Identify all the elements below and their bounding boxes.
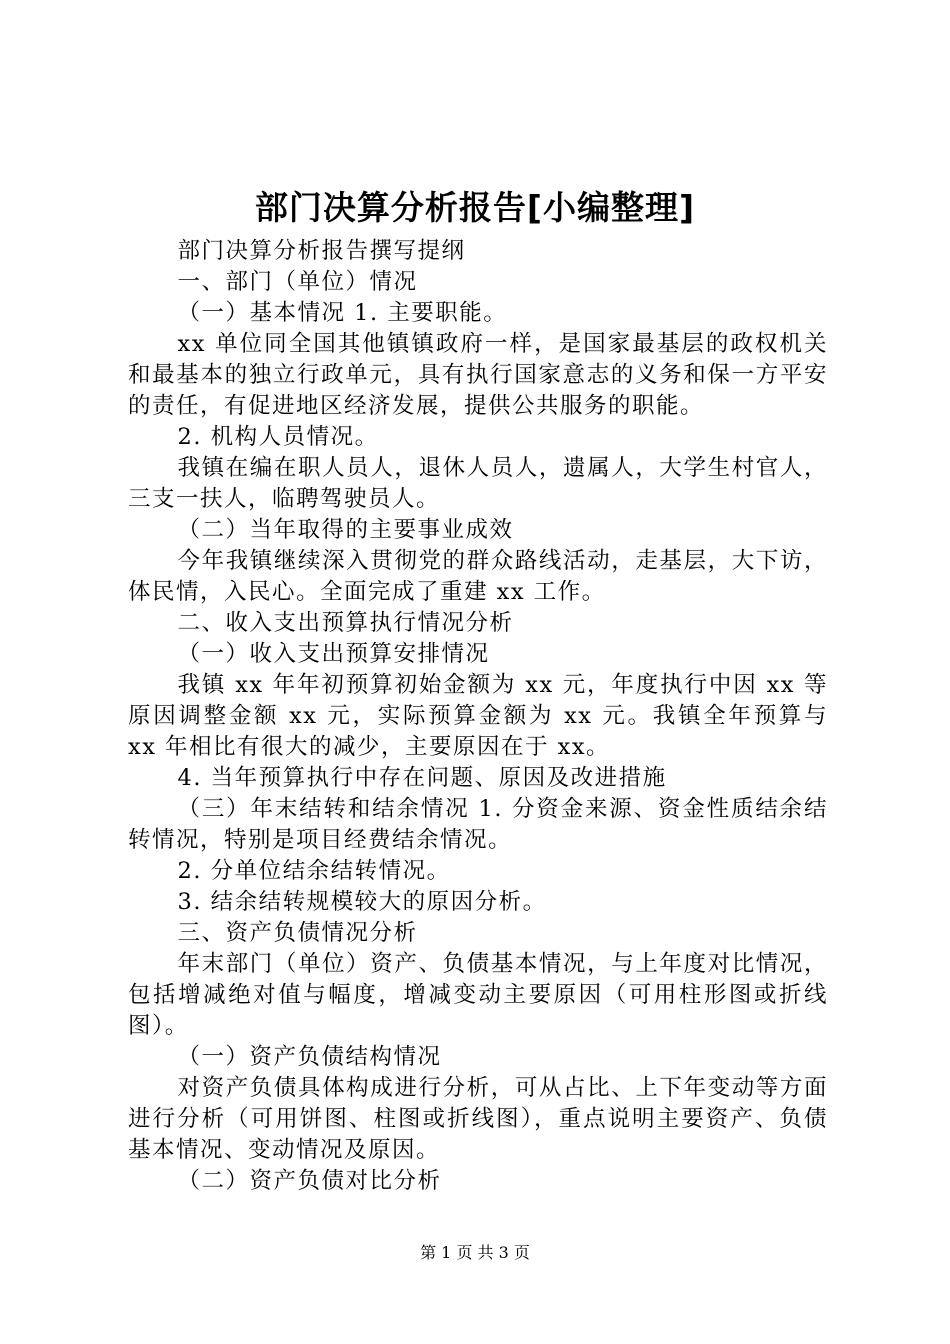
paragraph: 2. 机构人员情况。 <box>177 424 379 450</box>
document-body <box>128 236 828 1197</box>
page-footer: 第 1 页 共 3 页 <box>420 1243 530 1262</box>
paragraph: （一）收入支出预算安排情况 <box>177 641 490 667</box>
paragraph: 部门决算分析报告撰写提纲 <box>177 238 466 264</box>
paragraph: 一、部门（单位）情况 <box>177 269 418 295</box>
paragraph: （三）年末结转和结余情况 1. 分资金来源、资金性质结余结转情况，特别是项目经费结余情况。 <box>128 796 828 853</box>
paragraph: 3. 结余结转规模较大的原因分析。 <box>177 889 547 915</box>
paragraph: 我镇 xx 年年初预算初始金额为 xx 元，年度执行中因 xx 等原因调整金额 xx 元，实际预算金额为 xx 元。我镇全年预算与 xx 年相比有很大的减少，主要原因在于 xx。 <box>128 672 828 760</box>
paragraph: 今年我镇继续深入贯彻党的群众路线活动，走基层，大下访，体民情，入民心。全面完成了重建 xx 工作。 <box>128 548 828 605</box>
paragraph: 二、收入支出预算执行情况分析 <box>177 610 514 636</box>
paragraph: （二）当年取得的主要事业成效 <box>177 517 514 543</box>
paragraph: 年末部门（单位）资产、负债基本情况，与上年度对比情况，包括增减绝对值与幅度，增减变动主要原因（可用柱形图或折线图）。 <box>128 951 828 1039</box>
paragraph: 我镇在编在职人员人，退休人员人，遗属人，大学生村官人，三支一扶人，临聘驾驶员人。 <box>128 455 828 512</box>
paragraph: （一）资产负债结构情况 <box>177 1044 442 1070</box>
paragraph: 4. 当年预算执行中存在问题、原因及改进措施 <box>177 765 667 791</box>
document-title: 部门决算分析报告[小编整理] <box>254 188 696 227</box>
paragraph: xx 单位同全国其他镇镇政府一样，是国家最基层的政权机关和最基本的独立行政单元，具有执行国家意志的义务和保一方平安的责任，有促进地区经济发展，提供公共服务的职能。 <box>128 331 828 419</box>
paragraph: 对资产负债具体构成进行分析，可从占比、上下年变动等方面进行分析（可用饼图、柱图或折线图），重点说明主要资产、负债基本情况、变动情况及原因。 <box>128 1075 828 1163</box>
paragraph: 2. 分单位结余结转情况。 <box>177 858 451 884</box>
paragraph: 三、资产负债情况分析 <box>177 920 418 946</box>
paragraph: （一）基本情况 1. 主要职能。 <box>177 300 508 326</box>
paragraph: （二）资产负债对比分析 <box>177 1168 442 1194</box>
